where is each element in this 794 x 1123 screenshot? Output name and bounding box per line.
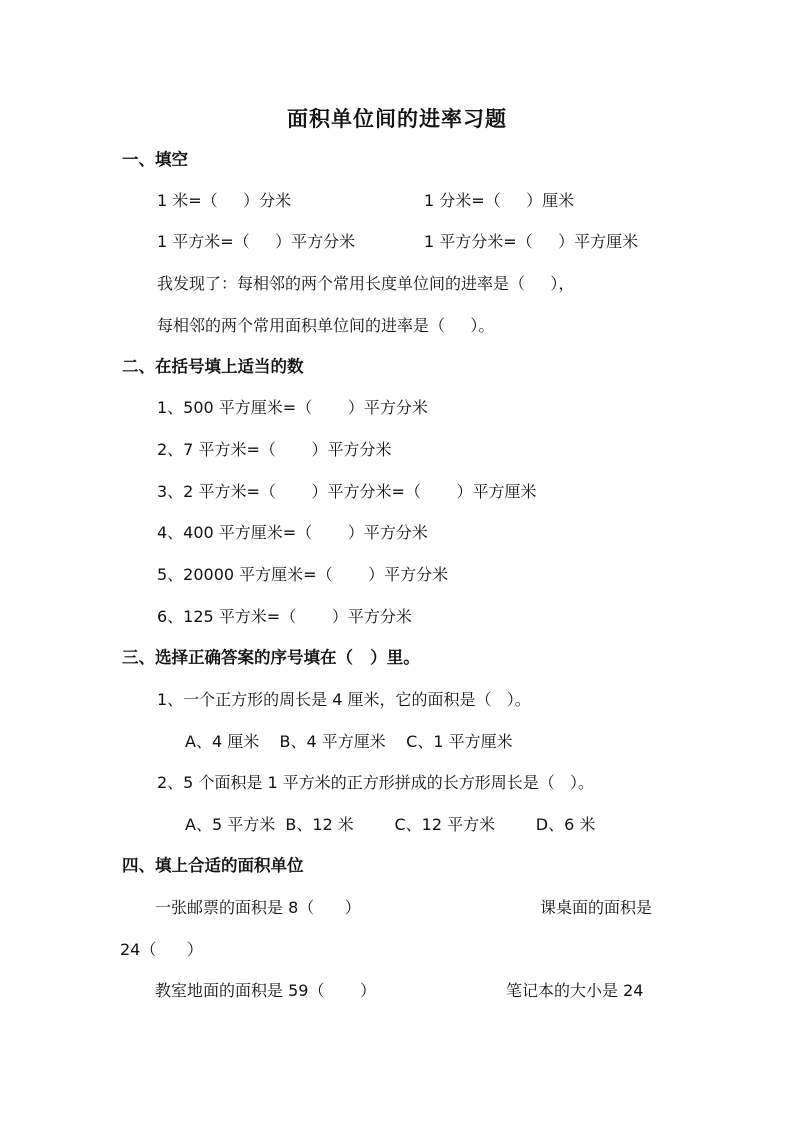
s1-question-1b: 1 分米=（ ）厘米 xyxy=(424,191,575,210)
section-4-heading: 四、填上合适的面积单位 xyxy=(122,856,304,875)
s3-question-2: 2、5 个面积是 1 平方米的正方形拼成的长方形周长是（ ）。 xyxy=(157,773,595,792)
s4-question-2b: 笔记本的大小是 24 xyxy=(506,981,644,1000)
s1-question-1a: 1 米=（ ）分米 xyxy=(157,191,292,210)
s4-question-2a: 教室地面的面积是 59（ ） xyxy=(155,981,377,1000)
page-title: 面积单位间的进率习题 xyxy=(287,106,507,131)
section-3-heading: 三、选择正确答案的序号填在（ ）里。 xyxy=(122,648,420,667)
s1-question-3: 我发现了：每相邻的两个常用长度单位间的进率是（ ）， xyxy=(157,274,575,293)
s2-item-3: 3、2 平方米=（ ）平方分米=（ ）平方厘米 xyxy=(157,482,537,501)
section-1-heading: 一、填空 xyxy=(122,150,188,169)
s2-item-2: 2、7 平方米=（ ）平方分米 xyxy=(157,440,392,459)
section-2-heading: 二、在括号填上适当的数 xyxy=(122,357,304,376)
s2-item-5: 5、20000 平方厘米=（ ）平方分米 xyxy=(157,565,449,584)
s3-question-1: 1、一个正方形的周长是 4 厘米，它的面积是（ ）。 xyxy=(157,690,531,709)
s1-question-2a: 1 平方米=（ ）平方分米 xyxy=(157,232,356,251)
s3-question-1-options: A、4 厘米 B、4 平方厘米 C、1 平方厘米 xyxy=(185,732,513,751)
s2-item-1: 1、500 平方厘米=（ ）平方分米 xyxy=(157,398,428,417)
s4-question-1a: 一张邮票的面积是 8（ ） xyxy=(155,898,361,917)
s3-question-2-options: A、5 平方米 B、12 米 C、12 平方米 D、6 米 xyxy=(185,815,596,834)
s4-question-1b: 课桌面的面积是 xyxy=(540,898,653,917)
s1-question-4: 每相邻的两个常用面积单位间的进率是（ ）。 xyxy=(157,316,495,335)
s2-item-6: 6、125 平方米=（ ）平方分米 xyxy=(157,607,412,626)
s4-question-1b-cont: 24（ ） xyxy=(120,940,203,959)
s1-question-2b: 1 平方分米=（ ）平方厘米 xyxy=(424,232,639,251)
s2-item-4: 4、400 平方厘米=（ ）平方分米 xyxy=(157,523,428,542)
